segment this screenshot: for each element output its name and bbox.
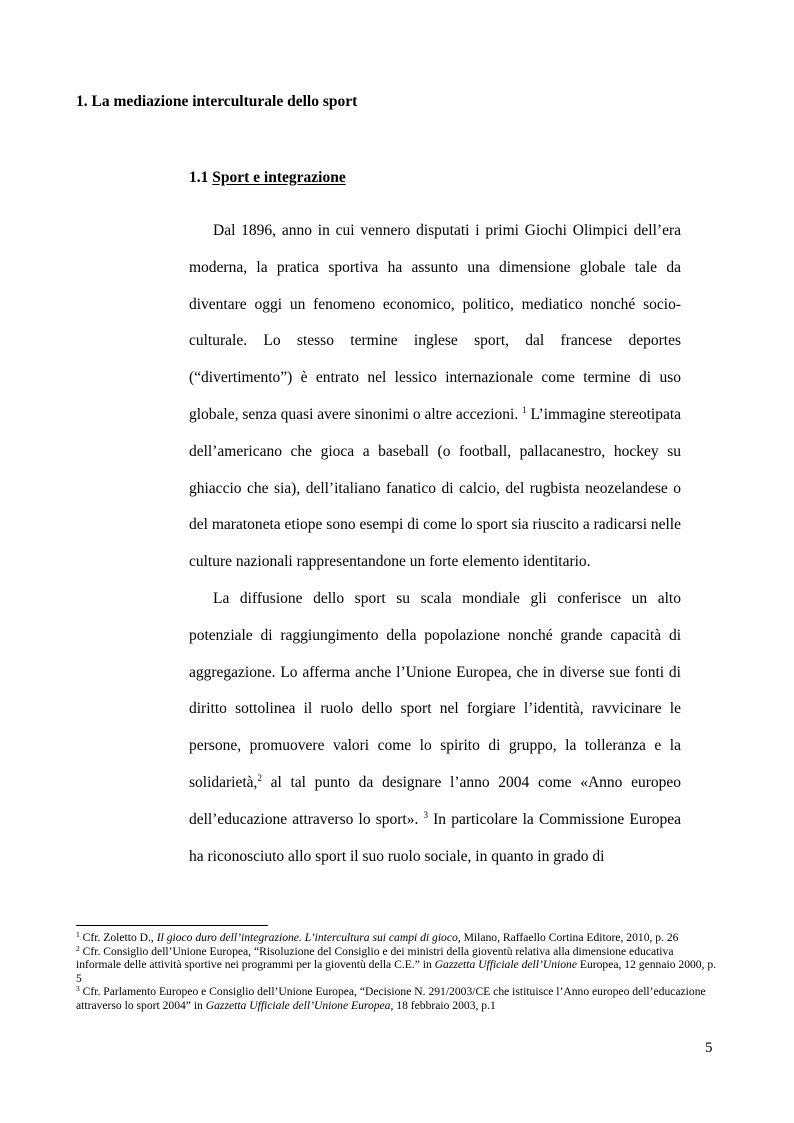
section-number: 1.1 (189, 169, 209, 186)
footnote-ref-3[interactable]: 3 (423, 809, 428, 820)
paragraph-1-text-b: L’immagine stereotipata dell’americano che gioca a baseball (o football, pallacanestro, hockey su ghiaccio che sia), dell’italiano fanatico di calcio, del rugbista neozelandese o del maratoneta etiope sono esempi di come lo sport sia riuscito a radicarsi nelle culture nazionali rappresentandone un forte elemento identitario. (189, 405, 682, 571)
footnote-3-text-b: , 18 febbraio 2003, p.1 (390, 998, 496, 1012)
footnote-3-title: Gazzetta Ufficiale dell’Unione Europea (205, 998, 391, 1012)
footnote-1-title: Il gioco duro dell’integrazione. L’intercultura sui campi di gioco (156, 931, 458, 944)
footnote-separator (76, 925, 268, 926)
footnotes (76, 931, 720, 1012)
paragraph-2 (189, 581, 681, 875)
paragraph-2-text-c: In particolare la Commissione Europea ha riconosciuto allo sport il suo ruolo sociale, in quanto in grado di (189, 810, 681, 865)
footnote-2 (76, 945, 720, 986)
body-text (189, 213, 681, 875)
footnote-ref-1[interactable]: 1 (522, 404, 527, 415)
footnote-1-text-b: , Milano, Raffaello Cortina Editore, 2010, p. 26 (457, 931, 679, 944)
paragraph-2-text-b: al tal punto da designare l’anno 2004 come «Anno europeo dell’educazione attraverso lo sport». (189, 773, 681, 828)
footnote-3 (76, 985, 720, 1012)
footnote-3-text-a: Cfr. Parlamento Europeo e Consiglio dell’Unione Europea, “Decisione N. 291/2003/CE che istituisce l’Anno europeo dell’educazione attraverso lo sport 2004” in (76, 985, 706, 1012)
footnote-3-number: 3 (76, 984, 80, 993)
footnote-2-text-b: Europea, 12 gennaio 2000, p. 5 (76, 958, 717, 985)
footnote-1 (76, 931, 720, 945)
footnote-1-number: 1 (76, 930, 80, 939)
chapter-title: 1. La mediazione interculturale dello sport (76, 93, 358, 110)
paragraph-2-text-a: La diffusione dello sport su scala mondiale gli conferisce un alto potenziale di raggiungimento della popolazione nonché grande capacità di aggregazione. Lo afferma anche l’Unione Europea, che in diverse sue fonti di diritto sottolinea il ruolo dello sport nel forgiare l’identità, ravvicinare le persone, promuovere valori come lo spirito di gruppo, la tolleranza e la solidarietà, (189, 589, 681, 791)
section-title: Sport e integrazione (212, 169, 346, 186)
footnote-2-number: 2 (76, 943, 80, 953)
footnote-1-text-a: Cfr. Zoletto D., (79, 931, 157, 944)
paragraph-1-text-a: Dal 1896, anno in cui vennero disputati i primi Giochi Olimpici dell’era moderna, la pratica sportiva ha assunto una dimensione globale tale da diventare oggi un fenomeno economico, politico, mediatico nonché socio-culturale. Lo stesso termine inglese sport, dal francese deportes (“divertimento”) è entrato nel lessico internazionale come termine di uso globale, senza quasi avere sinonimi o altre accezioni. (189, 222, 681, 423)
footnote-ref-2[interactable]: 2 (257, 772, 262, 783)
section-heading (189, 169, 346, 187)
paragraph-1 (189, 213, 681, 581)
footnote-2-text-a: Cfr. Consiglio dell’Unione Europea, “Risoluzione del Consiglio e dei ministri della gioventù relativa alla dimensione educativa informale delle attività sportive nei programmi per la gioventù della C.E.” in (76, 944, 674, 971)
page-number: 5 (705, 1040, 713, 1056)
footnote-2-title: Gazzetta Ufficiale dell’Unione (434, 958, 577, 971)
